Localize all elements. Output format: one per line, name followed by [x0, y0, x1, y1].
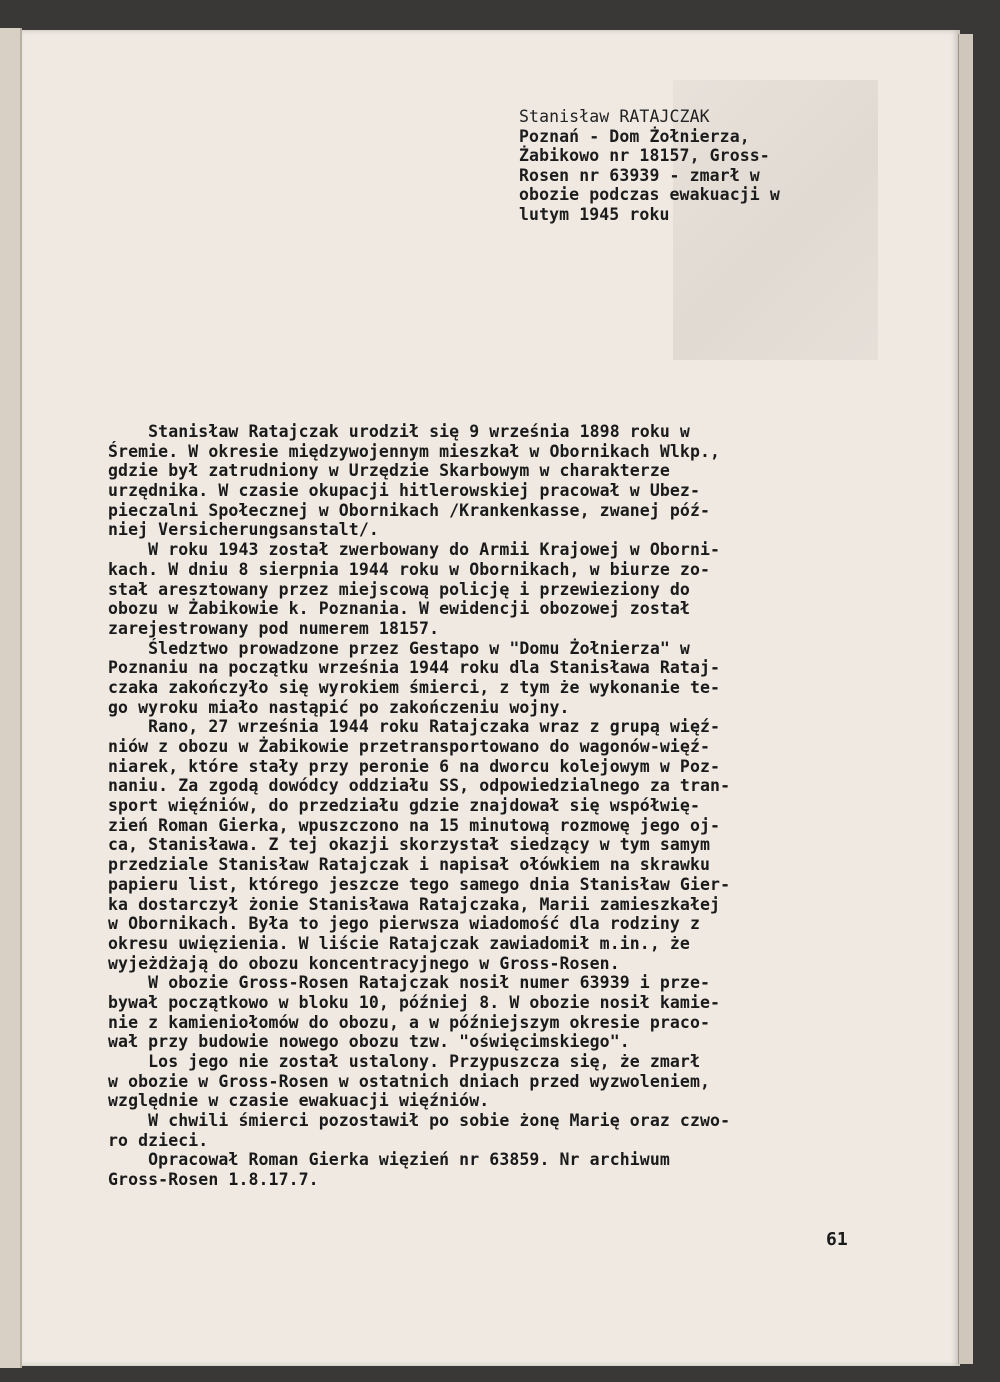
body-line: Śledztwo prowadzone przez Gestapo w "Domu Żołnierza" w	[108, 638, 690, 658]
header-line: obozie podczas ewakuacji w	[519, 185, 780, 204]
body-line: sport więźniów, do przedziału gdzie znajdował się współwię-	[108, 796, 700, 816]
body-line: ka dostarczył żonie Stanisława Ratajczaka, Marii zamieszkałej	[108, 894, 721, 914]
body-line: nie z kamieniołomów do obozu, a w późniejszym okresie praco-	[108, 1012, 711, 1032]
body-line: niów z obozu w Żabikowie przetransportowano do wagonów-więź-	[108, 737, 711, 756]
body-line: go wyroku miało nastąpić po zakończeniu wojny.	[108, 697, 570, 717]
header-line: Stanisław RATAJCZAK	[519, 107, 710, 126]
body-line: czaka zakończyło się wyrokiem śmierci, z tym że wykonanie te-	[108, 677, 721, 697]
header-line: Rosen nr 63939 - zmarł w	[519, 165, 760, 185]
page-stack-edge	[958, 34, 973, 1364]
body-line: Poznaniu na początku września 1944 roku dla Stanisława Rataj-	[108, 658, 721, 678]
body-line: względnie w czasie ewakuacji więźniów.	[108, 1091, 490, 1111]
body-line: obozu w Żabikowie k. Poznania. W ewidencji obozowej został	[108, 599, 690, 619]
body-line: ca, Stanisława. Z tej okazji skorzystał siedzący w tym samym	[108, 835, 711, 855]
body-line: bywał początkowo w bloku 10, później 8. W obozie nosił kamie-	[108, 992, 721, 1012]
body-line: gdzie był zatrudniony w Urzędzie Skarbowym w charakterze	[108, 461, 670, 481]
previous-page-edge	[0, 28, 22, 1368]
body-line: W roku 1943 został zwerbowany do Armii Krajowej w Oborni-	[108, 540, 721, 560]
header-line: Żabikowo nr 18157, Gross-	[519, 146, 770, 165]
body-line: niej Versicherungsanstalt/.	[108, 520, 379, 540]
body-line: zień Roman Gierka, wpuszczono na 15 minutową rozmowę jego oj-	[108, 815, 721, 835]
body-line: niarek, które stały przy peronie 6 na dworcu kolejowym w Poz-	[108, 756, 721, 776]
body-line: Los jego nie został ustalony. Przypuszcza się, że zmarł	[108, 1052, 700, 1071]
body-line: W chwili śmierci pozostawił po sobie żonę Marię oraz czwo-	[108, 1111, 731, 1131]
body-line: Rano, 27 września 1944 roku Ratajczaka wraz z grupą więź-	[108, 717, 721, 737]
body-line: w Obornikach. Była to jego pierwsza wiadomość dla rodziny z	[108, 914, 700, 934]
body-line: przedziale Stanisław Ratajczak i napisał ołówkiem na skrawku	[108, 855, 711, 875]
header-line: lutym 1945 roku	[519, 204, 670, 224]
body-line: ro dzieci.	[108, 1130, 209, 1150]
body-line: Śremie. W okresie międzywojennym mieszkał w Obornikach Wlkp.,	[108, 441, 721, 461]
body-line: urzędnika. W czasie okupacji hitlerowskiej pracował w Ubez-	[108, 481, 700, 501]
page-number: 61	[826, 1229, 848, 1250]
body-line: papieru list, którego jeszcze tego samego dnia Stanisław Gier-	[108, 874, 731, 894]
body-line: okresu uwięzienia. W liście Ratajczak zawiadomił m.in., że	[108, 933, 690, 953]
person-header	[519, 107, 849, 224]
body-line: w obozie w Gross-Rosen w ostatnich dniach przed wyzwoleniem,	[108, 1071, 711, 1091]
body-line: Gross-Rosen 1.8.17.7.	[108, 1170, 319, 1190]
body-line: pieczalni Społecznej w Obornikach /Krankenkasse, zwanej póź-	[108, 500, 711, 520]
body-line: Opracował Roman Gierka więzień nr 63859. Nr archiwum	[108, 1150, 670, 1170]
body-line: stał aresztowany przez miejscową policję i przewieziony do	[108, 579, 690, 599]
header-line: Poznań - Dom Żołnierza,	[519, 126, 750, 146]
body-line: kach. W dniu 8 sierpnia 1944 roku w Obornikach, w biurze zo-	[108, 559, 711, 579]
body-line: zarejestrowany pod numerem 18157.	[108, 618, 440, 638]
biography-text	[108, 422, 858, 1190]
body-line: naniu. Za zgodą dowódcy oddziału SS, odpowiedzialnego za tran-	[108, 776, 731, 796]
body-line: Stanisław Ratajczak urodził się 9 września 1898 roku w	[108, 422, 690, 441]
body-line: wyjeżdżają do obozu koncentracyjnego w Gross-Rosen.	[108, 953, 620, 973]
body-line: W obozie Gross-Rosen Ratajczak nosił numer 63939 i prze-	[108, 973, 711, 993]
body-line: wał przy budowie nowego obozu tzw. "oświęcimskiego".	[108, 1032, 630, 1052]
